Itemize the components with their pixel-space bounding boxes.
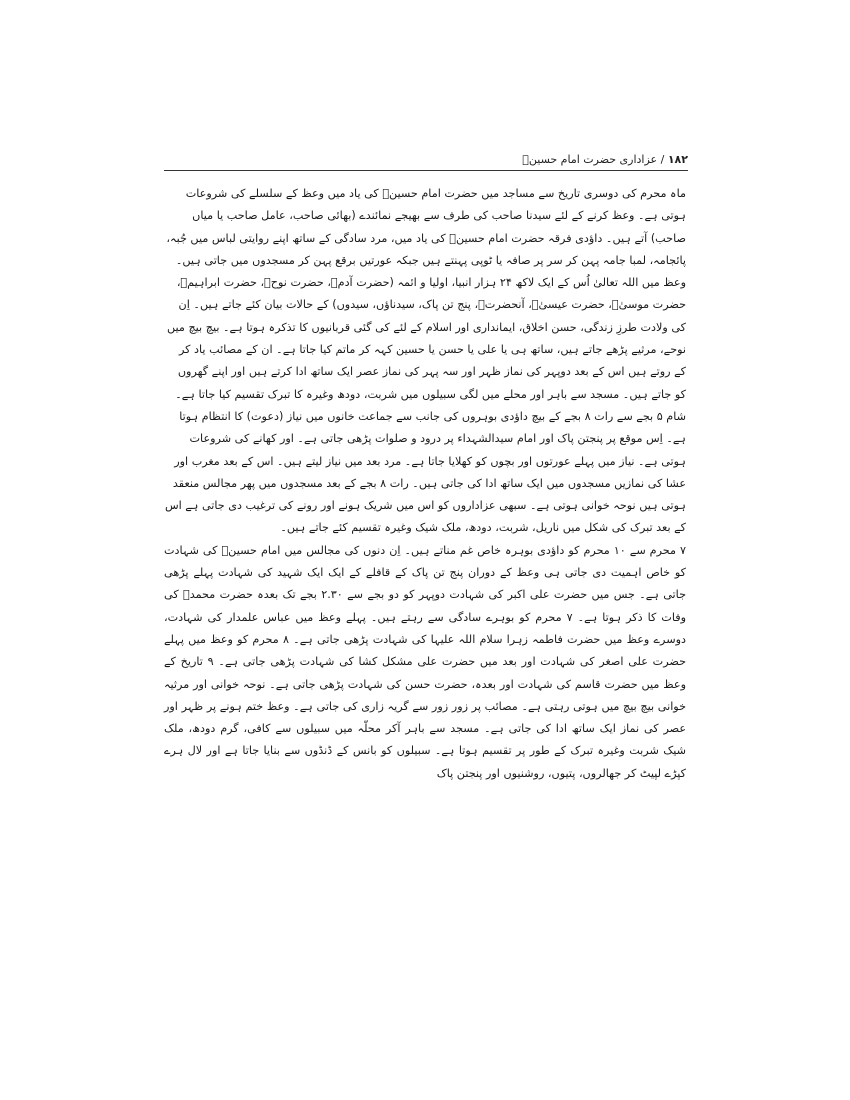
book-title: عزاداری حضرت امام حسینؑ	[522, 153, 658, 166]
header-rule	[164, 170, 688, 171]
paragraph: ماہ محرم کی دوسری تاریخ سے مساجد میں حضرت امام حسینؑ کی یاد میں وعظ کے سلسلے کی شروعات ہوتی ہے۔ وعظ کرنے کے لئے سیدنا صاحب کی طرف سے بھیجے نمائندے (بھائی صاحب، عامل صاحب یا میاں صاحب) آتے ہیں۔ داؤدی فرقہ حضرت امام حسینؑ کی یاد میں، مرد سادگی کے ساتھ اپنے روایتی لباس میں جُبہ، پائجامہ، لمبا جامہ پہن کر سر پر صافہ یا ٹوپی پہنتے ہیں جبکہ عورتیں برقع پہن کر مسجدوں میں جاتی ہیں۔ وعظ میں اللہ تعالیٰ اُس کے ایک لاکھ ۲۴ ہزار انبیا، اولیا و ائمہ (حضرت آدمؑ، حضرت نوحؑ، حضرت ابراہیمؑ، حضرت موسیٰؑ، حضرت عیسیٰؑ، آنحضرتؐ، پنج تن پاک، سیدناؤں، سیدوں) کے حالات بیان کئے جاتے ہیں۔ اِن کی ولادت طرزِ زندگی، حسن اخلاق، ایمانداری اور اسلام کے لئے کی گئی قربانیوں کا تذکرہ ہوتا ہے۔ بیچ بیچ میں نوحے، مرثیے پڑھے جاتے ہیں، ساتھ ہی یا علی یا حسن یا حسین کہہ کر ماتم کیا جاتا ہے۔ ان کے مصائب یاد کر کے روتے ہیں اس کے بعد دوپہر کی نماز ظہر اور سہ پہر کی نماز عصر ایک ساتھ ادا کرتے ہیں اور اپنے گھروں کو جاتے ہیں۔ مسجد سے باہر اور محلے میں لگی سبیلوں میں شربت، دودھ وغیرہ کا تبرک تقسیم کیا جاتا ہے۔ شام ۵ بجے سے رات ۸ بجے کے بیچ داؤدی بوہروں کی جانب سے جماعت خانوں میں نیاز (دعوت) کا انتظام ہوتا ہے۔ اِس موقع پر پنجتن پاک اور امام سیدالشہداء پر درود و صلوات پڑھی جاتی ہے۔ اور کھانے کی شروعات ہوتی ہے۔ نیاز میں پہلے عورتوں اور بچوں کو کھلایا جاتا ہے۔ مرد بعد میں نیاز لیتے ہیں۔ اس کے بعد مغرب اور عشا کی نمازیں مسجدوں میں ایک ساتھ ادا کی جاتی ہیں۔ رات ۸ بجے کے بعد مسجدوں میں پھر مجالس منعقد ہوتی ہیں نوحہ خوانی ہوتی ہے۔ سبھی عزاداروں کو اس میں شریک ہونے اور رونے کی ترغیب دی جاتی ہے اس کے بعد تبرک کی شکل میں ناریل، شربت، دودھ، ملک شیک وغیرہ تقسیم کئے جاتے ہیں۔	[164, 187, 686, 535]
body-text	[164, 183, 686, 785]
running-header	[164, 152, 688, 168]
paragraph: ۷ محرم سے ۱۰ محرم کو داؤدی بوہرہ خاص غم مناتے ہیں۔ اِن دنوں کی مجالس میں امام حسینؑ کی شہادت کو خاص اہمیت دی جاتی ہی وعظ کے دوران پنج تن پاک کے قافلے کے ایک ایک شہید کی شہادت پہلے پڑھی جاتی ہے۔ جس میں حضرت علی اکبر کی شہادت دوپہر کو دو بجے سے ۲.۳۰ بجے تک بعدہ حضرت محمدؐ کی وفات کا ذکر ہوتا ہے۔ ۷ محرم کو بوہرے سادگی سے رہتے ہیں۔ پہلے وعظ میں عباس علمدار کی شہادت، دوسرے وعظ میں حضرت فاطمہ زہرا سلام اللہ علیہا کی شہادت پڑھی جاتی ہے۔ ۸ محرم کو وعظ میں پہلے حضرت علی اصغر کی شہادت اور بعد میں حضرت علی مشکل کشا کی شہادت پڑھی جاتی ہے۔ ۹ تاریخ کے وعظ میں حضرت قاسم کی شہادت اور بعدہ، حضرت حسن کی شہادت پڑھی جاتی ہے۔ نوحہ خوانی اور مرثیہ خوانی بیچ بیچ میں ہوتی رہتی ہے۔ مصائب پر زور زور سے گریہ زاری کی جاتی ہے۔ وعظ ختم ہونے پر ظہر اور عصر کی نماز ایک ساتھ ادا کی جاتی ہے۔ مسجد سے باہر آکر محلّہ میں سبیلوں سے کافی، گرم دودھ، ملک شیک شربت وغیرہ تبرک کے طور پر تقسیم ہوتا ہے۔ سبیلوں کو بانس کے ڈنڈوں سے بنایا جاتا ہے اور لال ہرے کپڑے لپیٹ کر جھالروں، پتیوں، روشنیوں اور پنجتن پاک	[164, 543, 686, 780]
header-separator: /	[660, 153, 665, 166]
page-number: ۱۸۲	[667, 153, 688, 166]
